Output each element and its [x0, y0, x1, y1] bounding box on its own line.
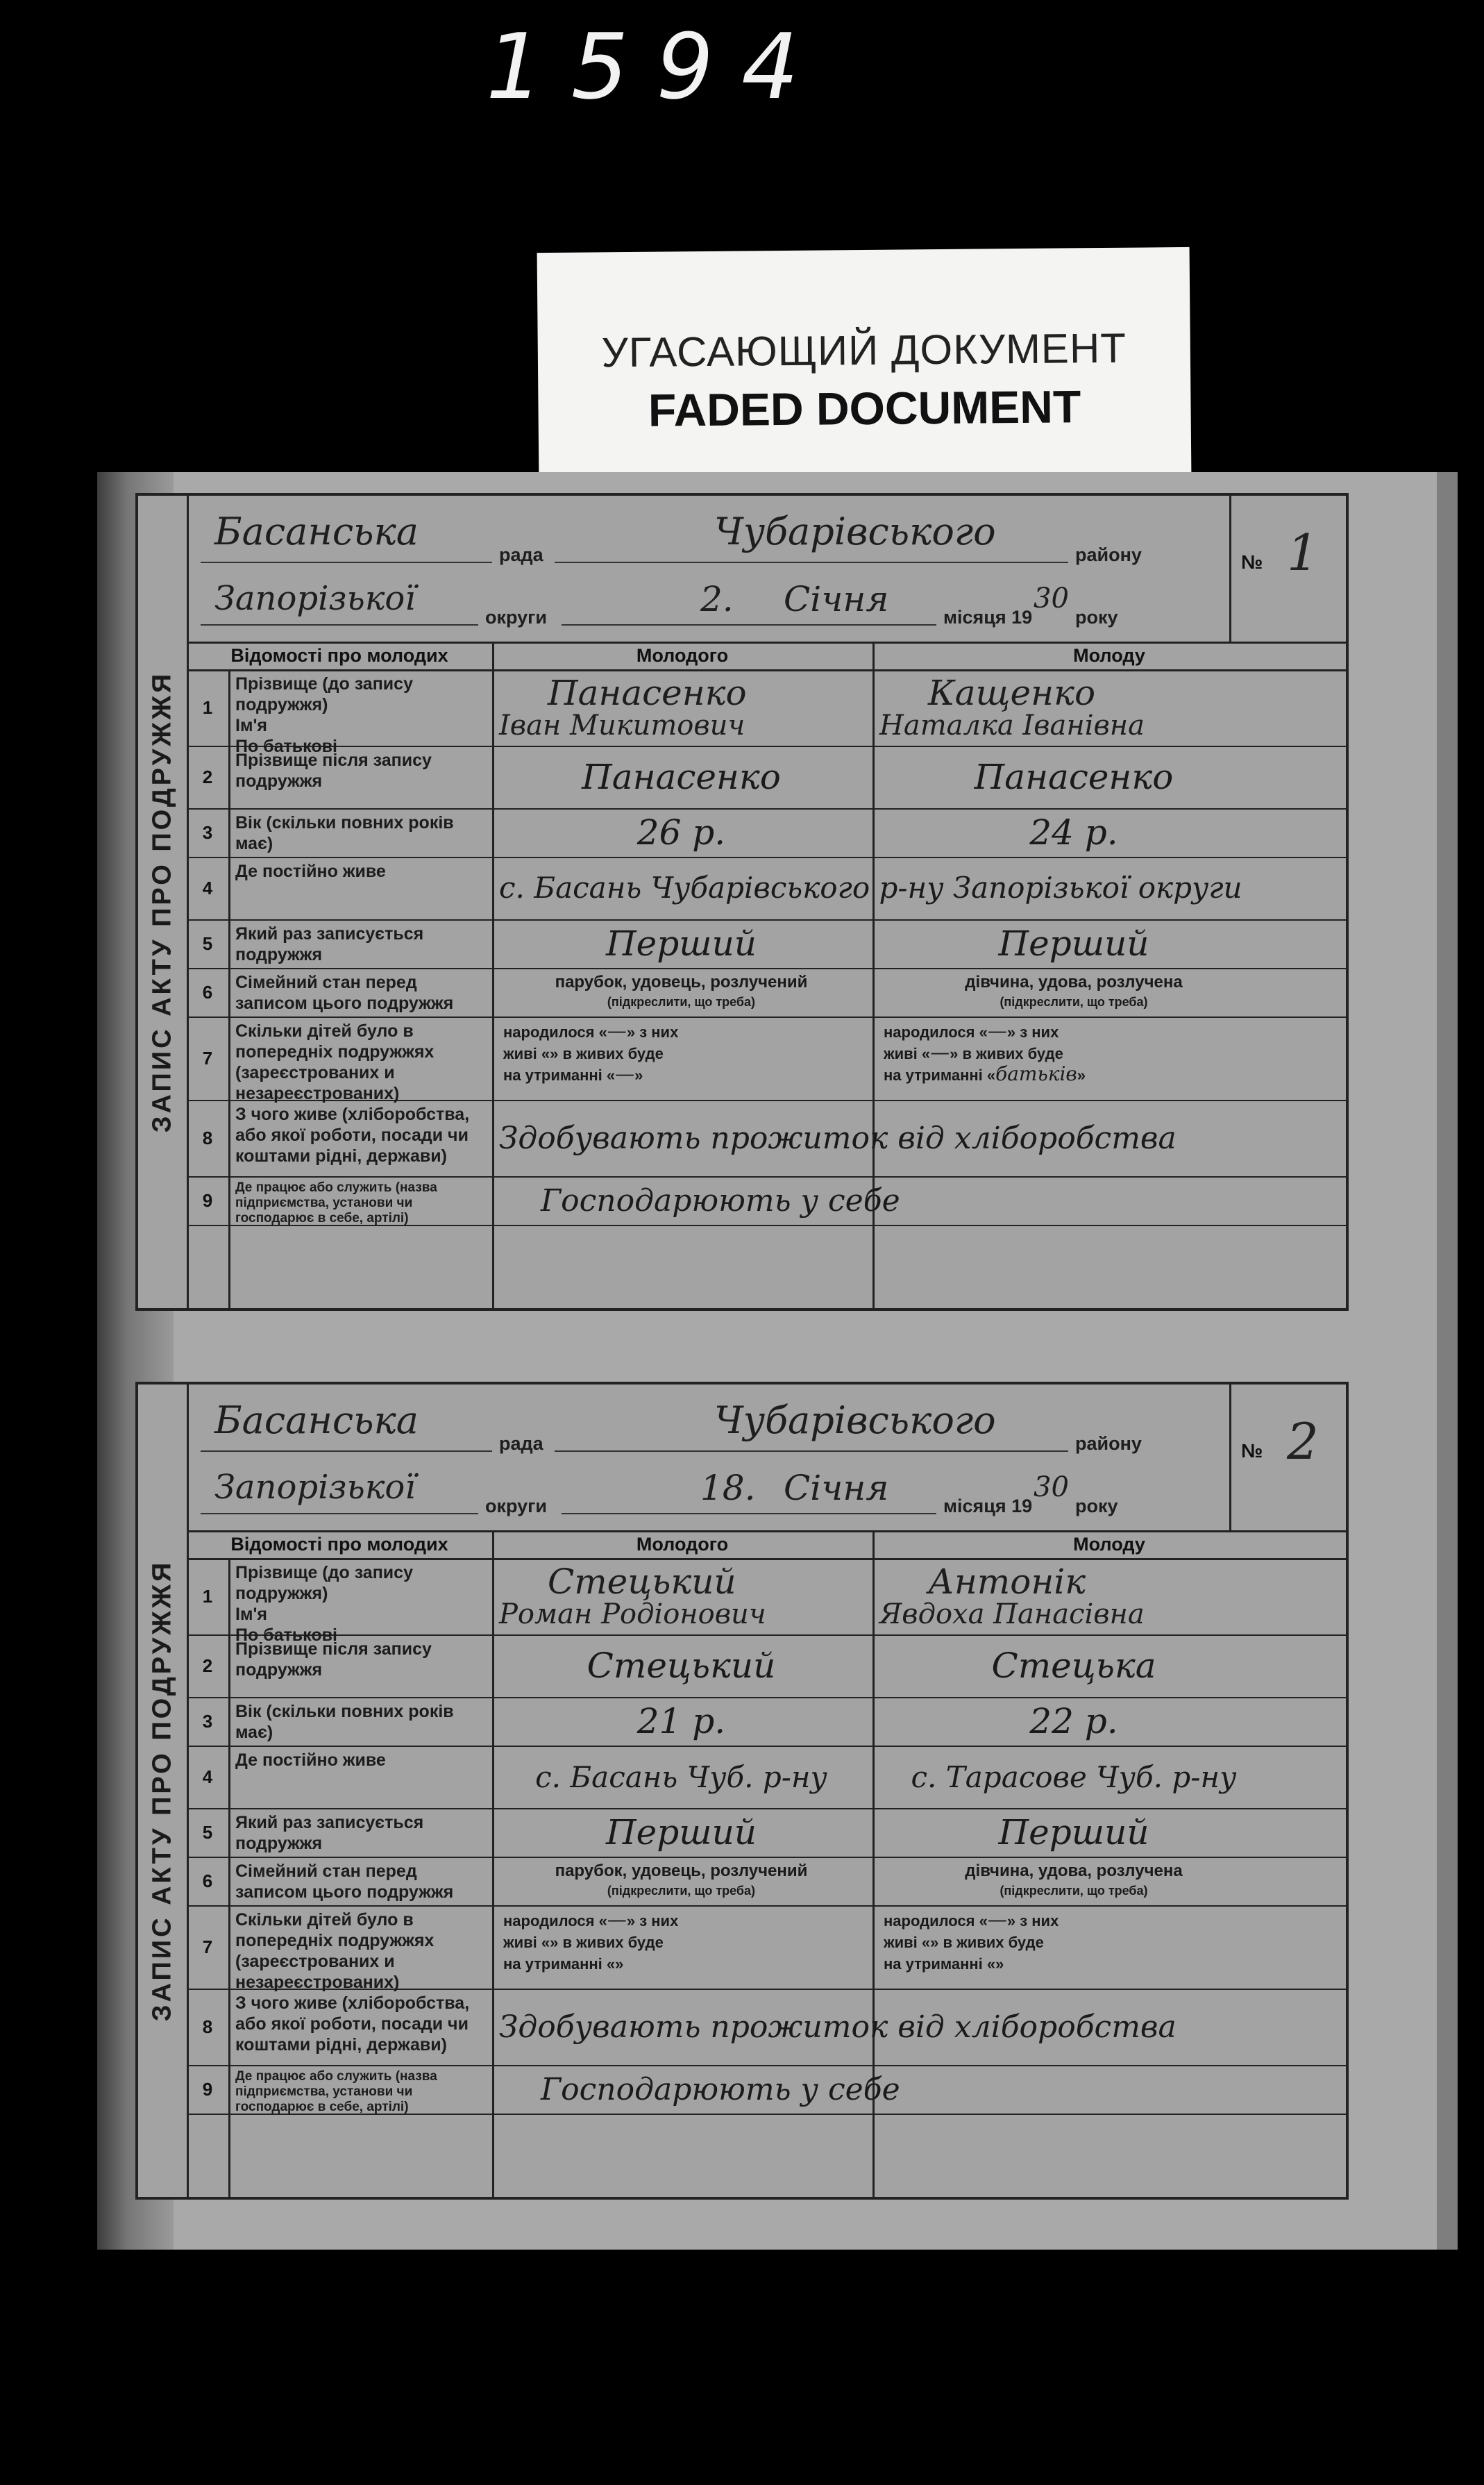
row-number: 4: [202, 1766, 213, 1787]
rada-label: рада: [499, 544, 543, 565]
okruha-value: Запорізької: [214, 579, 416, 618]
label-en: FADED DOCUMENT: [648, 380, 1081, 436]
row-label: Де постійно живе: [235, 1750, 386, 1770]
row-label: Сімейний стан перед записом цього подружжя: [235, 973, 454, 1013]
groom-surname: Стецький: [548, 1562, 736, 1602]
form-row-3: [187, 808, 1346, 858]
bride-cell: [872, 1176, 1275, 1225]
bride-cell: [872, 919, 1275, 968]
row-number: 3: [202, 1710, 213, 1732]
groom-cell: [492, 1746, 870, 1808]
col-info-header: Відомості про молодих: [187, 1530, 492, 1560]
groom-cell: [492, 808, 870, 857]
groom-cell: [492, 746, 870, 808]
bride-cell: [872, 1746, 1275, 1808]
row-number: 9: [202, 2078, 213, 2100]
number-label: №: [1241, 1440, 1263, 1462]
row-label: З чого живе (хліборобства, або якої роботи, посади чи коштами рідні, держави): [235, 1105, 470, 1166]
groom-age: 26 р.: [636, 812, 726, 853]
rada-value: Басанська: [214, 1398, 419, 1442]
row-label: Де постійно живе: [235, 862, 386, 881]
bride-surname-after: Панасенко: [974, 757, 1174, 797]
groom-cell: [492, 1808, 870, 1857]
bride-age: 22 р.: [1029, 1701, 1118, 1741]
groom-cell: [492, 1634, 870, 1697]
number-label: №: [1241, 551, 1263, 573]
bride-cell: [872, 1697, 1275, 1746]
form-row-7: [187, 1905, 1346, 1990]
row-number: 9: [202, 1189, 213, 1211]
bride-cell: [872, 1634, 1275, 1697]
groom-status: парубок, удовець, розлучений (підкреслити, що треба): [555, 1861, 808, 1898]
row-number: 3: [202, 821, 213, 843]
bride-age: 24 р.: [1029, 812, 1118, 853]
form-row-7: [187, 1016, 1346, 1101]
row-number: 1: [202, 1585, 213, 1607]
form-row-3: [187, 1697, 1346, 1747]
work: Господарюють у себе: [541, 1183, 900, 1219]
rayon-label: району: [1075, 1433, 1142, 1454]
row-number: 8: [202, 2016, 213, 2037]
form-row-4: [187, 1746, 1346, 1809]
okruha-value: Запорізької: [214, 1468, 416, 1507]
groom-name: Іван Микитович: [499, 710, 745, 742]
record-number: 1: [1287, 524, 1319, 582]
okruha-label: округи: [485, 607, 548, 628]
form-row-5: [187, 1808, 1346, 1858]
row-label: Прізвище (до запису подружжя) Ім'я По батькові: [235, 674, 413, 756]
groom-surname-after: Стецький: [587, 1646, 776, 1686]
archive-number: 1594: [486, 14, 827, 119]
groom-cell: [492, 919, 870, 968]
month-label: місяця 19: [943, 1496, 1033, 1516]
rayon-value: Чубарівського: [714, 510, 996, 553]
year-label: року: [1075, 1496, 1118, 1516]
rada-label: рада: [499, 1433, 543, 1454]
bride-cell: [872, 2065, 1275, 2114]
side-title: ЗАПИС АКТУ ПРО ПОДРУЖЖЯ: [147, 671, 177, 1133]
row-number: 5: [202, 932, 213, 954]
row-label: Де працює або служить (назва підприємства, установи чи господарює в себе, артілі): [235, 1180, 437, 1225]
row-label: З чого живе (хліборобства, або якої роботи, посади чи коштами рідні, держави): [235, 1993, 470, 2055]
month-value: Січня: [784, 1468, 889, 1508]
groom-status: парубок, удовець, розлучений (підкреслити, що треба): [555, 973, 808, 1009]
month-value: Січня: [784, 579, 889, 619]
row-label: Де працює або служить (назва підприємства, установи чи господарює в себе, артілі): [235, 2069, 437, 2114]
col-bride-header: Молоду: [872, 1530, 1346, 1560]
bride-surname: Антонік: [928, 1562, 1086, 1602]
year-value: 30: [1034, 1471, 1069, 1503]
rayon-value: Чубарівського: [714, 1398, 996, 1442]
groom-age: 21 р.: [636, 1701, 726, 1741]
record-table: [187, 642, 1346, 1308]
groom-cell: [492, 1016, 870, 1100]
groom-residence: с. Басань Чуб. р-ну: [535, 1759, 827, 1794]
day-value: 2.: [700, 579, 734, 619]
groom-times: Перший: [606, 1812, 757, 1852]
bride-children: народилося «—» з них живі «» в живих буде на утриманні «»: [884, 1908, 1059, 1973]
record-number-box: [1229, 1384, 1346, 1530]
record-header: [187, 1384, 1346, 1532]
bride-cell: [872, 669, 1275, 746]
row-number: 4: [202, 877, 213, 898]
bride-cell: [872, 1016, 1275, 1100]
groom-cell: [492, 1905, 870, 1989]
col-groom-header: Молодого: [492, 1530, 872, 1560]
rada-value: Басанська: [214, 510, 419, 553]
bride-times: Перший: [998, 923, 1149, 964]
row-label: Прізвище (до запису подружжя) Ім'я По батькові: [235, 1563, 413, 1645]
bride-cell: [872, 968, 1275, 1016]
row-number: 8: [202, 1127, 213, 1148]
form-row-5: [187, 919, 1346, 969]
row-label: Скільки дітей було в попередніх подружжях (зареєстрованих и незареєстрованих): [235, 1021, 435, 1103]
form-row-2: [187, 746, 1346, 810]
row-number: 1: [202, 696, 213, 718]
side-title: ЗАПИС АКТУ ПРО ПОДРУЖЖЯ: [147, 1559, 177, 2022]
month-label: місяця 19: [943, 607, 1033, 628]
form-row-1: [187, 1558, 1346, 1645]
side-title-column: [138, 496, 189, 1308]
record-number-box: [1229, 496, 1346, 642]
year-value: 30: [1034, 583, 1069, 614]
groom-cell: [492, 1558, 870, 1634]
row-label: Скільки дітей було в попередніх подружжях (зареєстрованих и незареєстрованих): [235, 1910, 435, 1992]
label-ru: УГАСАЮЩИЙ ДОКУМЕНТ: [601, 324, 1127, 376]
marriage-record-1: [135, 493, 1349, 1311]
bride-cell: [872, 746, 1275, 808]
record-header: [187, 496, 1346, 644]
row-label: Прізвище після запису подружжя: [235, 751, 432, 791]
groom-children: народилося «—» з них живі «» в живих буде на утриманні «—»: [503, 1019, 679, 1085]
rayon-label: району: [1075, 544, 1142, 565]
row-label: Який раз записується подружжя: [235, 1813, 424, 1853]
groom-cell: [492, 968, 870, 1016]
groom-children: народилося «—» з них живі «» в живих буде на утриманні «»: [503, 1908, 679, 1973]
row-number: 2: [202, 1655, 213, 1676]
bride-cell: [872, 1905, 1275, 1989]
bride-status: дівчина, удова, розлучена (підкреслити, що треба): [965, 1861, 1183, 1898]
groom-name: Роман Родіонович: [499, 1598, 766, 1630]
bride-surname-after: Стецька: [991, 1646, 1156, 1686]
bride-surname: Кащенко: [928, 673, 1096, 713]
livelihood: Здобувають прожиток від хліборобства: [499, 1121, 1177, 1156]
groom-cell: [492, 1697, 870, 1746]
bride-name: Наталка Іванівна: [879, 710, 1145, 742]
groom-cell: [492, 669, 870, 746]
bride-cell: [872, 808, 1275, 857]
form-row-6: [187, 968, 1346, 1018]
side-title-column: [138, 1384, 189, 2197]
row-label: Який раз записується подружжя: [235, 924, 424, 964]
bride-name: Явдоха Панасівна: [879, 1598, 1145, 1630]
okruha-label: округи: [485, 1496, 548, 1516]
row-number: 5: [202, 1821, 213, 1843]
row-number: 2: [202, 766, 213, 787]
livelihood: Здобувають прожиток від хліборобства: [499, 2009, 1177, 2045]
groom-surname: Панасенко: [548, 673, 747, 713]
form-row-6: [187, 1857, 1346, 1907]
groom-surname-after: Панасенко: [582, 757, 781, 797]
form-row-1: [187, 669, 1346, 756]
row-number: 7: [202, 1936, 213, 1957]
faded-document-label: [537, 247, 1192, 482]
bride-cell: [872, 1808, 1275, 1857]
work: Господарюють у себе: [541, 2072, 900, 2107]
groom-cell: [492, 1857, 870, 1905]
form-row-2: [187, 1634, 1346, 1698]
groom-times: Перший: [606, 923, 757, 964]
col-bride-header: Молоду: [872, 642, 1346, 671]
record-number: 2: [1287, 1412, 1319, 1471]
bride-children: народилося «—» з них живі «—» в живих буде на утриманні «батьків»: [884, 1019, 1086, 1085]
bride-times: Перший: [998, 1812, 1149, 1852]
row-label: Вік (скільки повних років має): [235, 1702, 454, 1742]
row-label: Вік (скільки повних років має): [235, 813, 454, 853]
col-info-header: Відомості про молодих: [187, 642, 492, 671]
bride-cell: [872, 1857, 1275, 1905]
row-number: 6: [202, 1870, 213, 1891]
year-label: року: [1075, 607, 1118, 628]
bride-cell: [872, 1558, 1275, 1634]
row-number: 7: [202, 1047, 213, 1069]
row-label: Прізвище після запису подружжя: [235, 1639, 432, 1680]
bride-residence: с. Тарасове Чуб. р-ну: [911, 1759, 1237, 1794]
row-number: 6: [202, 981, 213, 1003]
marriage-record-2: [135, 1382, 1349, 2200]
residence: с. Басань Чубарівського р-ну Запорізької округи: [499, 871, 1242, 905]
page-right-edge: [1437, 472, 1458, 2250]
row-label: Сімейний стан перед записом цього подружжя: [235, 1861, 454, 1902]
day-value: 18.: [700, 1468, 756, 1508]
record-table: [187, 1530, 1346, 2197]
bride-status: дівчина, удова, розлучена (підкреслити, що треба): [965, 973, 1183, 1009]
col-groom-header: Молодого: [492, 642, 872, 671]
